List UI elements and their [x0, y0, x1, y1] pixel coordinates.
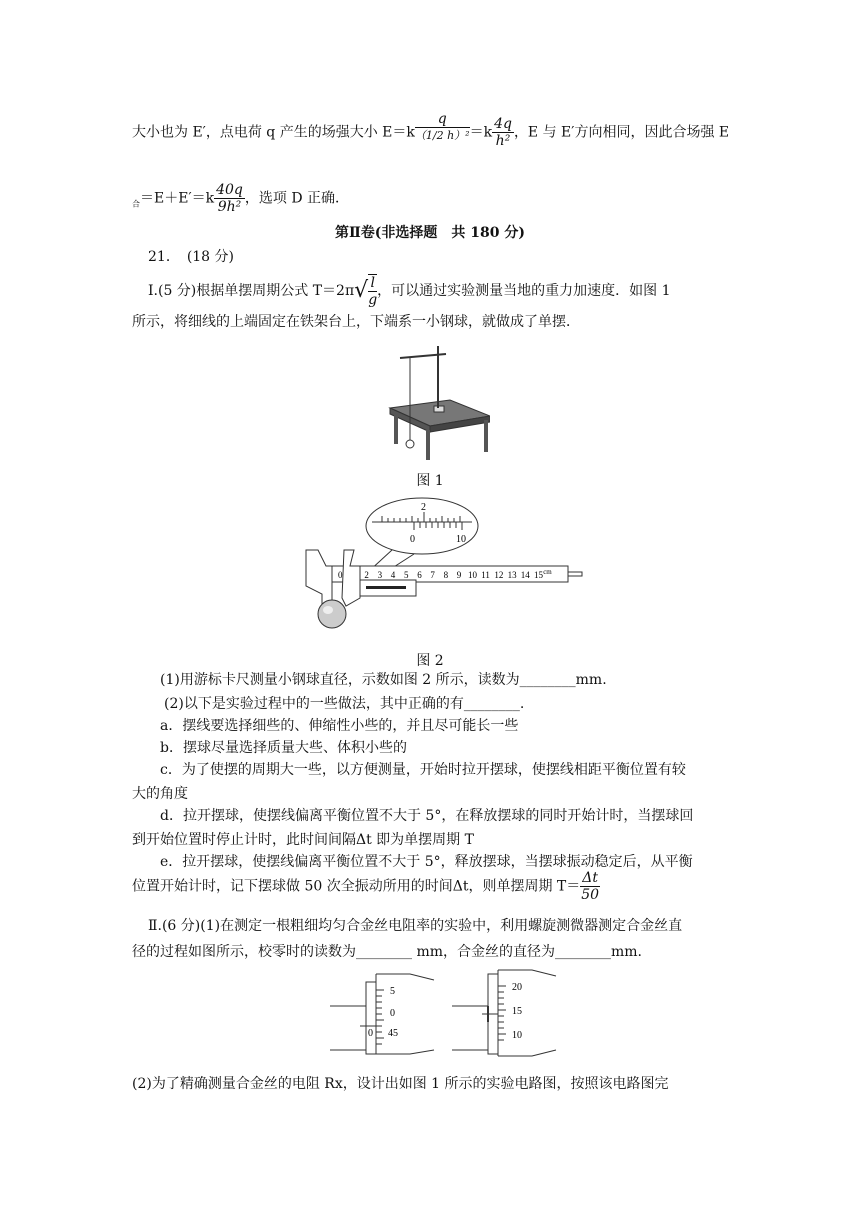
zoom-label: 10: [456, 534, 466, 545]
option-c: c．为了使摆的周期大一些，以方便测量，开始时拉开摆球，使摆线相距平衡位置有较: [160, 762, 686, 778]
caliper-scale-label: 0: [338, 570, 343, 580]
caliper-unit: cm: [543, 568, 552, 576]
fraction: $\frac{\Delta t}{50}$: [581, 870, 600, 903]
option-e: e．拉开摆球，使摆线偏离平衡位置不大于 5°，释放摆球，当摆球振动稳定后，从平衡: [160, 854, 693, 870]
caliper-scale-label: 5: [404, 570, 409, 580]
caliper-scale-label: 9: [456, 570, 462, 580]
text-line: 大小也为 E′，点电荷 q 产生的场强大小 E＝k $\frac{q}{\text{（1/2 h）²}}$ ＝k $\frac{4q}{\text{h²}}$ ，E 与 E′方向相同，因此合场强 E: [132, 111, 730, 149]
text-line: $_合$＝E＋E′＝k $\frac{40q}{\text{9h²}}$ ，选项 D 正确．: [132, 182, 350, 215]
question-number: 21． (18 分): [148, 249, 235, 265]
option-d-cont: 到开始位置时停止计时，此时间间隔Δt 即为单摆周期 T: [132, 832, 474, 848]
zoom-label: 2: [421, 502, 426, 513]
option-d: d．拉开摆球，使摆线偏离平衡位置不大于 5°，在释放摆球的同时开始计时，当摆球回: [160, 808, 694, 824]
micrometer-label: 0: [390, 1008, 395, 1019]
fraction: $\frac{40q}{\text{9h²}}$: [216, 182, 243, 215]
steel-ball: [318, 600, 346, 628]
caliper-scale-label: 11: [481, 570, 490, 580]
figure-1-pendulum: [380, 340, 490, 460]
table-leg: [426, 430, 430, 460]
figure-1-caption: 图 1: [416, 473, 444, 489]
pendulum-ball: [406, 440, 414, 448]
micrometer-measure: [452, 966, 562, 1060]
part2-line3: (2)为了精确测量合金丝的电阻 Rx，设计出如图 1 所示的实验电路图，按照该电路图完: [132, 1076, 669, 1092]
part2-line1: Ⅱ.(6 分)(1)在测定一根粗细均匀合金丝电阻率的实验中，利用螺旋测微器测定合金丝直: [148, 918, 683, 934]
option-b: b．摆球尽量选择质量大些、体积小些的: [160, 740, 407, 756]
caliper-scale-label: 3: [377, 570, 383, 580]
text-line: Ⅰ.(5 分)根据单摆周期公式 T＝2π√ $\frac{l}{g}$ ，可以通过实验测量当地的重力加速度．如图 1: [148, 275, 671, 308]
part2-line2: 径的过程如图所示，校零时的读数为________ mm，合金丝的直径为________mm.: [132, 944, 643, 960]
caliper-scale-label: 12: [494, 570, 504, 580]
question-1: (1)用游标卡尺测量小钢球直径，示数如图 2 所示，读数为________mm.: [160, 672, 607, 688]
table-leg: [394, 414, 398, 444]
caliper-scale-label: 8: [443, 570, 449, 580]
table-leg: [484, 420, 488, 452]
micrometer-zero: [330, 966, 440, 1060]
figure-2-caliper: [296, 494, 586, 640]
caliper-scale-label: 15: [534, 570, 543, 580]
micrometer-label: 5: [390, 986, 395, 997]
micrometer-label: 15: [512, 1006, 522, 1017]
option-a: a．摆线要选择细些的、伸缩性小些的，并且尽可能长一些: [160, 718, 519, 734]
question-2: (2)以下是实验过程中的一些做法，其中正确的有________.: [164, 696, 525, 712]
caliper-scale-label: 4: [390, 570, 396, 580]
section-title: 第Ⅱ卷(非选择题 共 180 分): [334, 225, 526, 241]
caliper-scale-label: 2: [364, 570, 369, 580]
fraction: $\frac{4q}{\text{h²}}$: [494, 116, 512, 149]
caliper-scale-label: 13: [507, 570, 517, 580]
text-line: 所示，将细线的上端固定在铁架台上，下端系一小钢球，就做成了单摆．: [132, 314, 580, 330]
fraction: $\frac{q}{\text{（1/2 h）²}}$: [414, 111, 470, 142]
micrometer-frame: [330, 1006, 366, 1050]
micrometer-frame: [452, 1006, 488, 1050]
caliper-scale-label: 6: [417, 570, 422, 580]
option-e-cont: 位置开始计时，记下摆球做 50 次全振动所用的时间Δt，则单摆周期 T＝ $\frac{\Delta t}{50}$: [132, 870, 600, 903]
fraction: $\frac{l}{g}$: [368, 275, 378, 308]
micrometer-label: 45: [388, 1028, 398, 1039]
zoom-label: 0: [410, 534, 415, 545]
caliper-scale-label: 7: [430, 570, 435, 580]
micrometer-label: 20: [512, 982, 522, 993]
sqrt-symbol: √: [354, 278, 369, 303]
caliper-scale-label: 10: [468, 570, 477, 580]
micrometer-label: 10: [512, 1030, 522, 1041]
stand-arm: [400, 354, 446, 358]
figure-2-caption: 图 2: [416, 653, 444, 669]
option-c-cont: 大的角度: [132, 786, 188, 802]
micrometer-label: 0: [368, 1028, 373, 1039]
caliper-scale-label: 14: [520, 570, 530, 580]
moving-jaw: [342, 550, 360, 606]
